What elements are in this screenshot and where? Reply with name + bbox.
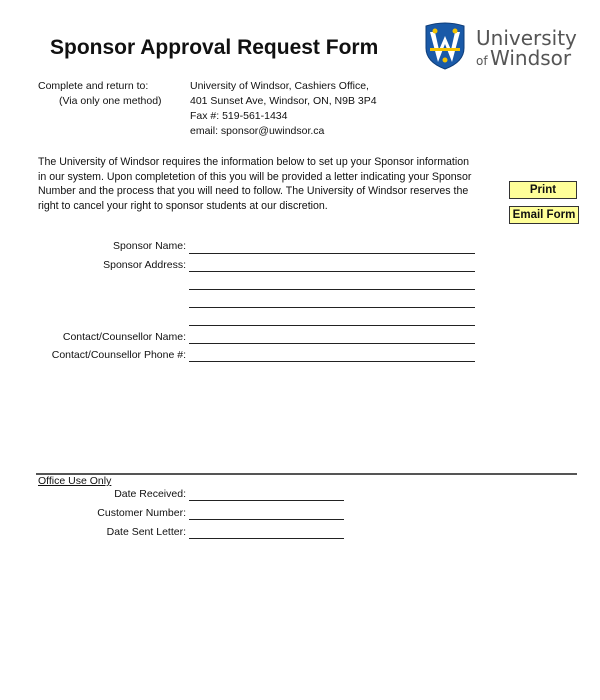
sponsor-address-field-2[interactable] — [189, 289, 475, 290]
sponsor-address-label: Sponsor Address: — [103, 259, 186, 271]
intro-paragraph — [38, 155, 508, 213]
email-form-button[interactable]: Email Form — [509, 206, 579, 224]
university-logo — [424, 22, 584, 72]
contact-name-label: Contact/Counsellor Name: — [62, 331, 186, 343]
sponsor-name-label: Sponsor Name: — [113, 240, 186, 252]
sponsor-address-field-4[interactable] — [189, 325, 475, 326]
intro-line: The University of Windsor requires the information below to set up your Sponsor information — [38, 156, 470, 168]
office-divider — [36, 473, 577, 475]
return-address — [190, 79, 377, 139]
sponsor-address-field-3[interactable] — [189, 307, 475, 308]
address-line: University of Windsor, Cashiers Office, — [190, 80, 369, 92]
customer-number-label: Customer Number: — [97, 507, 186, 519]
contact-phone-field[interactable] — [189, 361, 475, 362]
return-method-note: (Via only one method) — [59, 95, 162, 107]
intro-line: right to cancel your right to sponsor students at our discretion. — [38, 199, 328, 212]
university-crest-icon — [424, 22, 466, 70]
email-line: email: sponsor@uwindsor.ca — [190, 125, 325, 137]
contact-name-field[interactable] — [189, 343, 475, 344]
return-label: Complete and return to: — [38, 80, 149, 92]
contact-phone-label: Contact/Counsellor Phone #: — [51, 349, 186, 361]
intro-line: Number and the process that you will need to follow. The University of Windsor reserves the — [38, 185, 469, 197]
fax-line: Fax #: 519-561-1434 — [190, 110, 288, 122]
logo-text-windsor: Windsor — [490, 46, 572, 70]
page-title: Sponsor Approval Request Form — [50, 36, 379, 59]
date-sent-letter-label: Date Sent Letter: — [106, 526, 186, 538]
logo-text-of: of — [476, 54, 488, 68]
print-button[interactable]: Print — [509, 181, 577, 199]
logo-text-university: University — [476, 26, 577, 50]
date-received-field[interactable] — [189, 500, 344, 501]
intro-line: in our system. Upon completetion of this you will be provided a letter indicating your Sponsor — [38, 170, 472, 183]
customer-number-field[interactable] — [189, 519, 344, 520]
office-heading: Office Use Only — [38, 475, 112, 487]
address-line: 401 Sunset Ave, Windsor, ON, N9B 3P4 — [190, 95, 377, 107]
date-sent-letter-field[interactable] — [189, 538, 344, 539]
sponsor-address-field-1[interactable] — [189, 271, 475, 272]
date-received-label: Date Received: — [114, 488, 186, 500]
sponsor-name-field[interactable] — [189, 253, 475, 254]
